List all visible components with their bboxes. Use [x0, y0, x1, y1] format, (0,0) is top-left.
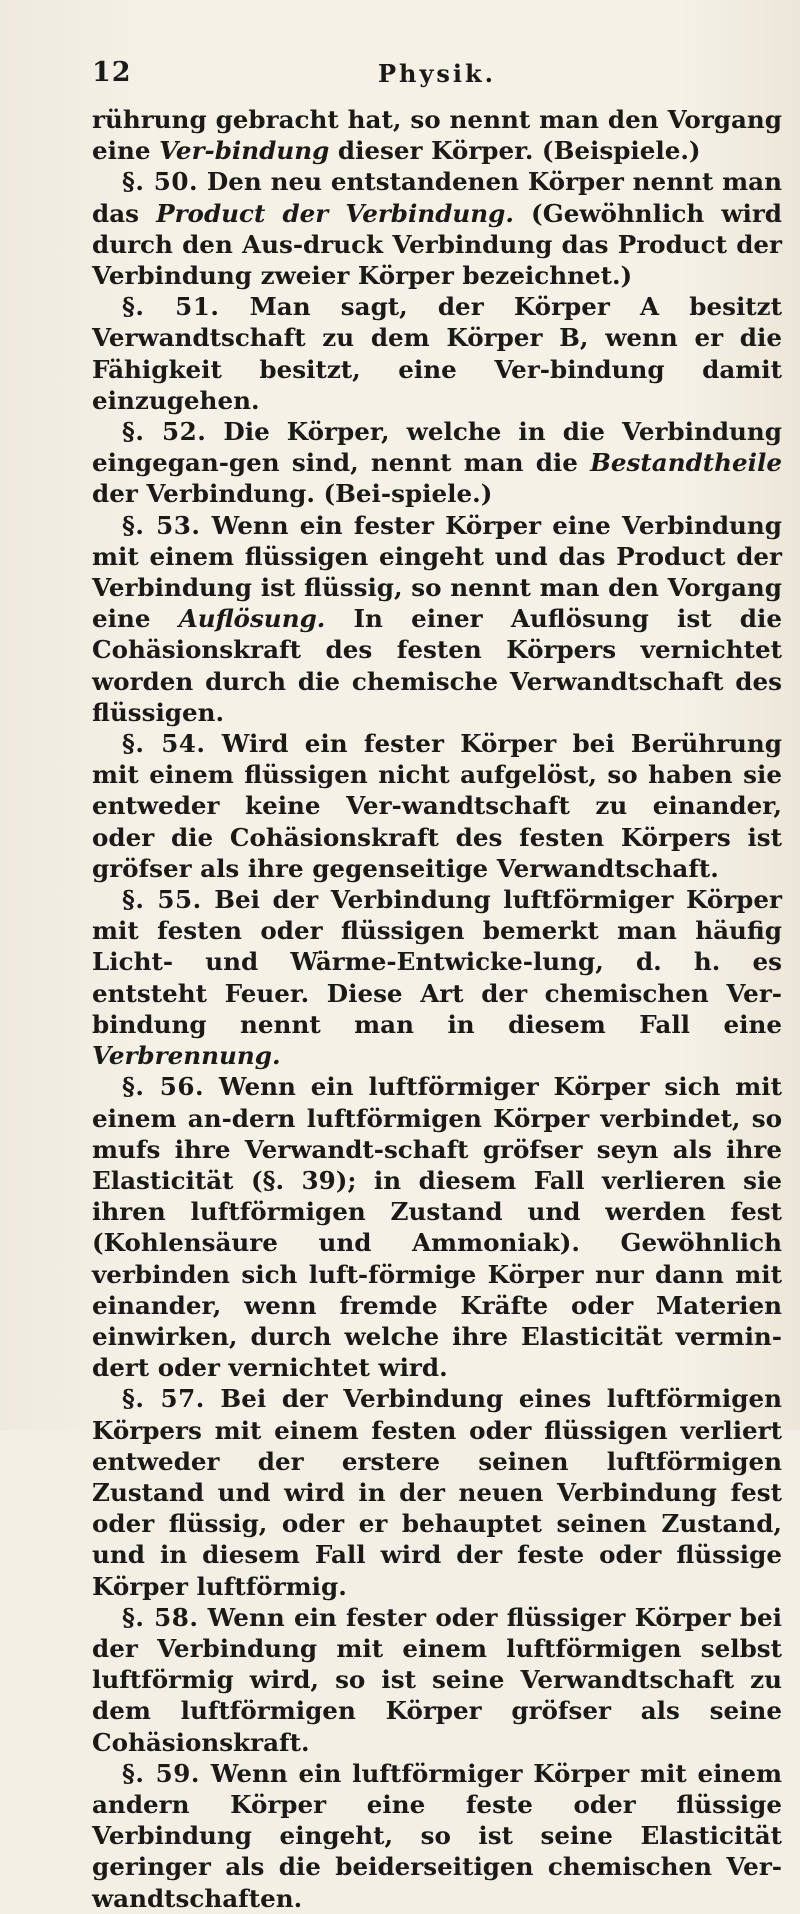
paragraph-58: §. 58. Wenn ein fester oder flüssiger Körper bei der Verbindung mit einem luftförmigen selbst luftförmig wird, so ist seine Verwandtschaft zu dem luftförmigen Körper gröfser als seine Cohäsionskraft. — [92, 1602, 782, 1757]
term-aufloesung: Auflösung. — [178, 604, 326, 634]
paragraph-55: §. 55. Bei der Verbindung luftförmiger Körper mit festen oder flüssigen bemerkt man häufig Licht- und Wärme-Entwicke-lung, d. h. es entsteht Feuer. Diese Art der chemischen Ver-bindung nennt man in diesem Fall eine Verbrennung. — [92, 885, 782, 1071]
section-number: §. 52. — [122, 417, 207, 447]
paragraph-50: §. 50. Den neu entstandenen Körper nennt man das Product der Verbindung. (Gewöhnlich wird durch den Aus-druck Verbindung das Product der Verbindung zweier Körper bezeichnet.) — [92, 167, 782, 291]
paragraph-51: §. 51. Man sagt, der Körper A besitzt Verwandtschaft zu dem Körper B, wenn er die Fähigkeit besitzt, eine Ver-bindung damit einzugehen. — [92, 292, 782, 415]
page-number: 12 — [92, 57, 132, 88]
section-number: §. 50. — [122, 167, 199, 197]
paragraph-56: §. 56. Wenn ein luftförmiger Körper sich mit einem an-dern luftförmigen Körper verbindet, so mufs ihre Verwandt-schaft gröfser seyn als ihre Elasticität (§. 39); in diesem Fall verlieren sie ihren luftförmigen Zustand und werden fest (Kohlensäure und Ammoniak). Gewöhnlich verbinden sich luft-förmige Körper nur dann mit einander, wenn fremde Kräfte oder Materien einwirken, durch welche ihre Elasticität vermin-dert oder vernichtet wird. — [92, 1072, 782, 1383]
body-text — [92, 104, 782, 1914]
paragraph-52: §. 52. Die Körper, welche in die Verbindung eingegan-gen sind, nennt man die Bestandtheile der Verbindung. (Bei-spiele.) — [92, 417, 782, 509]
paragraph-59: §. 59. Wenn ein luftförmiger Körper mit einem andern Körper eine feste oder flüssige Verbindung eingeht, so ist seine Elasticität geringer als die beiderseitigen chemischen Ver-wandtschaften. — [92, 1758, 782, 1913]
term-verbindung: Ver-bindung — [159, 136, 330, 166]
paragraph-57: §. 57. Bei der Verbindung eines luftförmigen Körpers mit einem festen oder flüssigen verliert entweder der erstere seinen luftförmigen Zustand und wird in der neuen Verbindung fest oder flüssig, oder er behauptet seinen Zustand, und in diesem Fall wird der feste oder flüssige Körper luftförmig. — [92, 1384, 783, 1601]
paragraph-54: §. 54. Wird ein fester Körper bei Berührung mit einem flüssigen nicht aufgelöst, so haben sie entweder keine Ver-wandtschaft zu einander, oder die Cohäsionskraft des festen Körpers ist gröfser als ihre gegenseitige Verwandtschaft. — [92, 729, 783, 883]
section-number: §. 58. — [122, 1602, 199, 1632]
section-number: §. 53. — [122, 510, 201, 540]
section-number: §. 51. — [122, 292, 220, 322]
page-header — [92, 57, 782, 91]
term-product: Product der Verbindung. — [156, 198, 514, 228]
section-number: §. 57. — [122, 1384, 205, 1414]
paragraph-continuation: rührung gebracht hat, so nennt man den Vorgang eine Ver-bindung dieser Körper. (Beispiele.) — [92, 105, 782, 166]
section-number: §. 59. — [122, 1758, 200, 1788]
section-number: §. 56. — [122, 1072, 205, 1102]
section-number: §. 54. — [122, 729, 206, 759]
section-number: §. 55. — [122, 885, 202, 915]
term-bestandtheile: Bestandtheile — [590, 448, 782, 478]
running-head: Physik. — [377, 59, 497, 88]
term-verbrennung: Verbrennung. — [92, 1041, 281, 1071]
paragraph-53: §. 53. Wenn ein fester Körper eine Verbindung mit einem flüssigen eingeht und das Product der Verbindung ist flüssig, so nennt man den Vorgang eine Auflösung. In einer Auflösung ist die Cohäsionskraft des festen Körpers vernichtet worden durch die chemische Verwandtschaft des flüssigen. — [92, 510, 782, 727]
